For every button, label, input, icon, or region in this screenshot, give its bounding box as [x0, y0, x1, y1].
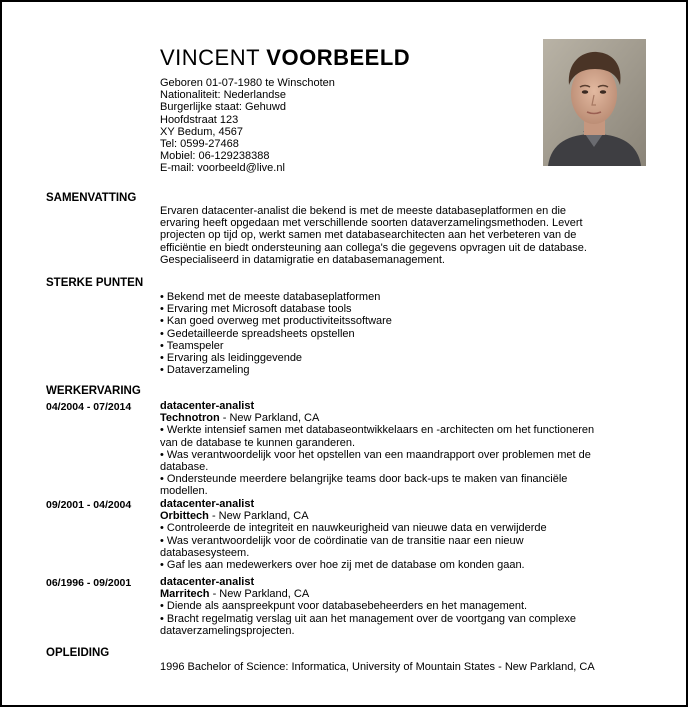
company-location: - New Parkland, CA [208, 510, 309, 523]
last-name: VOORBEELD [266, 45, 411, 70]
job-dates: 04/2004 - 07/2014 [46, 401, 132, 413]
detail-phone: Tel: 0599-27468 [160, 138, 239, 151]
job-line: databasesysteem. [160, 546, 250, 559]
summary-line: Gespecialiseerd in datamigratie en databasemanagement. [160, 253, 445, 266]
strength-item: • Dataverzameling [160, 364, 250, 377]
first-name: VINCENT [160, 45, 260, 70]
job-line: • Gaf les aan medewerkers over hoe zij met de database om konden gaan. [160, 559, 525, 572]
job-line: database. [160, 461, 209, 474]
job-title: datacenter-analist [160, 576, 255, 588]
job-line: • Was verantwoordelijk voor het opstellen van een maandrapport over problemen met de [160, 448, 591, 461]
job-line: • Bracht regelmatig verslag uit aan het management over de voortgang van complexe [160, 612, 576, 625]
job-title: datacenter-analist [160, 498, 255, 510]
education-entry [160, 661, 655, 673]
company-location: - New Parkland, CA [219, 412, 320, 425]
candidate-name [160, 44, 410, 72]
job-entry [160, 498, 655, 571]
detail-city: XY Bedum, 4567 [160, 125, 243, 138]
strength-item: • Ervaring als leidinggevende [160, 352, 303, 365]
strength-item: • Kan goed overweg met productiviteitssoftware [160, 315, 392, 328]
job-line: • Controleerde de integriteit en nauwkeurigheid van nieuwe data en verwijderde [160, 522, 547, 535]
job-title: datacenter-analist [160, 400, 255, 412]
education-heading: OPLEIDING [46, 647, 110, 659]
job-line: • Diende als aanspreekpunt voor databasebeheerders en het management. [160, 600, 528, 613]
company-name: Orbittech [160, 510, 209, 523]
personal-details [160, 77, 335, 175]
summary-line: ervaring heeft opgedaan met verschillende soorten dataverzamelingsmethoden. Levert [160, 217, 583, 230]
job-entry [160, 576, 655, 637]
summary-line: efficiëntie en biedt ondersteuning aan collega's die gegevens opvragen uit de database. [160, 241, 587, 254]
job-line: • Ondersteunde meerdere belangrijke teams door back-ups te maken van financiële [160, 473, 568, 486]
detail-marital-status: Burgerlijke staat: Gehuwd [160, 101, 286, 114]
strength-item: • Bekend met de meeste databaseplatformen [160, 291, 381, 303]
job-dates: 06/1996 - 09/2001 [46, 577, 132, 589]
job-dates: 09/2001 - 04/2004 [46, 499, 132, 511]
company-name: Technotron [160, 412, 220, 425]
detail-nationality: Nationaliteit: Nederlandse [160, 89, 286, 102]
experience-heading: WERKERVARING [46, 385, 141, 397]
company-location: - New Parkland, CA [209, 588, 310, 601]
job-employer [160, 412, 655, 424]
summary-line: projecten op tijd op, werkt samen met databasearchitecten aan het verbeteren van de [160, 229, 577, 242]
company-name: Marritech [160, 588, 210, 601]
summary-heading: SAMENVATTING [46, 192, 137, 204]
education-line: 1996 Bachelor of Science: Informatica, University of Mountain States - New Parkland, CA [160, 661, 595, 673]
detail-street: Hoofdstraat 123 [160, 113, 239, 126]
detail-email: E-mail: voorbeeld@live.nl [160, 162, 285, 175]
job-line: • Was verantwoordelijk voor de coördinatie van de transitie naar een nieuw [160, 534, 524, 547]
strength-item: • Ervaring met Microsoft database tools [160, 303, 352, 316]
profile-photo [543, 39, 646, 166]
job-employer [160, 588, 655, 600]
job-line: dataverzamelingsprojecten. [160, 624, 295, 637]
job-line: van de database te kunnen garanderen. [160, 436, 356, 449]
detail-birth: Geboren 01-07-1980 te Winschoten [160, 77, 335, 89]
summary-line: Ervaren datacenter-analist die bekend is met de meeste databaseplatformen en die [160, 205, 567, 217]
strength-item: • Gedetailleerde spreadsheets opstellen [160, 327, 355, 340]
job-entry [160, 400, 655, 498]
job-line: • Werkte intensief samen met databaseontwikkelaars en -architecten om het functioneren [160, 424, 595, 437]
job-line: modellen. [160, 485, 208, 498]
strengths-heading: STERKE PUNTEN [46, 277, 144, 289]
job-employer [160, 510, 655, 522]
detail-mobile: Mobiel: 06-129238388 [160, 150, 270, 163]
summary-text [160, 205, 655, 266]
strength-item: • Teamspeler [160, 339, 224, 352]
strengths-list [160, 291, 655, 376]
